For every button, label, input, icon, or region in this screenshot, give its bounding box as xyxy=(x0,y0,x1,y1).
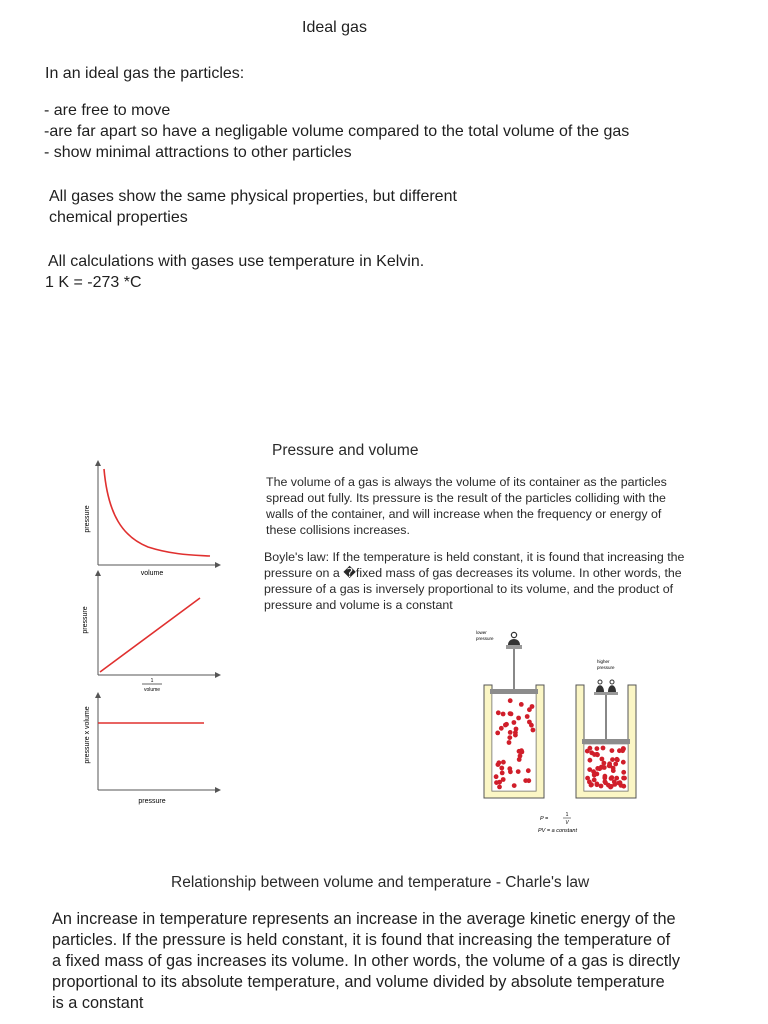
bullet-item: -are far apart so have a negligable volume compared to the total volume of the gas xyxy=(44,123,630,140)
high-pressure-container xyxy=(576,680,636,798)
gas-particle xyxy=(497,785,502,790)
gas-particle xyxy=(603,779,608,784)
gas-particle xyxy=(602,761,607,766)
properties-text: All gases show the same physical properties, but different xyxy=(49,188,457,205)
gas-particle xyxy=(621,746,626,751)
charles-paragraph: An increase in temperature represents an increase in the average kinetic energy of the particles. If the pressure is held constant, it is found that increasing the temperature of a fixed mass of gas increases its volume. In other words, the volume of a gas is directly proportional to its absolute temperature, and volume divided by absolute temperature is a constant xyxy=(52,910,681,1012)
gas-particle xyxy=(516,716,521,721)
properties-text: chemical properties xyxy=(49,209,188,226)
gas-particle xyxy=(513,733,518,738)
gas-particle xyxy=(526,768,531,773)
gas-particle xyxy=(512,783,517,788)
gas-particle xyxy=(518,754,523,759)
gas-particle xyxy=(615,757,620,762)
ylabel-pressure: pressure xyxy=(82,606,89,634)
section-heading: Pressure and volume xyxy=(272,442,419,459)
gas-particle xyxy=(501,712,506,717)
gas-particle xyxy=(494,780,499,785)
gas-particle xyxy=(595,772,600,777)
gas-particle xyxy=(621,784,626,789)
gas-particle xyxy=(496,710,501,715)
gas-particle xyxy=(588,758,593,763)
lower-pressure-label: pressure xyxy=(476,636,494,641)
xlabel-pressure: pressure xyxy=(138,798,166,805)
gas-particle xyxy=(519,702,524,707)
piston-diagram xyxy=(470,625,670,840)
xlabel-one: 1 xyxy=(150,678,154,684)
gas-particle xyxy=(519,748,524,753)
gas-particle xyxy=(508,698,513,703)
xlabel-volume: volume xyxy=(143,687,161,693)
gas-particle xyxy=(610,748,615,753)
gas-particle xyxy=(617,781,622,786)
gas-particle xyxy=(507,735,512,740)
ylabel-pressure: pressure xyxy=(84,505,91,533)
gas-particle xyxy=(525,714,530,719)
gas-particle xyxy=(495,731,500,736)
pressure-volume-paragraph: The volume of a gas is always the volume of its container as the particles spread out fully. Its pressure is the result of the particles colliding with the walls of the container, and will increase when the frequency or energy of these collisions increases. xyxy=(266,475,667,537)
gas-particle xyxy=(595,782,600,787)
gas-particle xyxy=(499,766,504,771)
gas-particle xyxy=(503,723,508,728)
higher-pressure-label: higher xyxy=(597,659,610,664)
gas-particle xyxy=(607,763,612,768)
gas-particle xyxy=(599,784,604,789)
gas-particle xyxy=(500,771,505,776)
charles-heading: Relationship between volume and temperature - Charle's law xyxy=(171,874,590,891)
gas-particle xyxy=(610,757,615,762)
gas-particle xyxy=(621,760,626,765)
boyles-law-graphs xyxy=(78,455,228,815)
gas-particle xyxy=(609,775,614,780)
gas-particle xyxy=(622,776,627,781)
formula-num: 1 xyxy=(565,812,569,818)
gas-particle xyxy=(592,778,597,783)
gas-particle xyxy=(501,777,506,782)
higher-pressure-label: pressure xyxy=(597,665,615,670)
gas-particle xyxy=(601,746,606,751)
gas-particle xyxy=(603,774,608,779)
page-title: Ideal gas xyxy=(302,19,367,36)
gas-particle xyxy=(595,746,600,751)
gas-particle xyxy=(496,762,501,767)
gas-particle xyxy=(501,760,506,765)
intro-text: In an ideal gas the particles: xyxy=(45,65,245,82)
gas-particle xyxy=(613,762,618,767)
bullet-item: - are free to move xyxy=(44,102,171,119)
formula-den: V xyxy=(565,820,569,826)
gas-particle xyxy=(600,757,605,762)
gas-particle xyxy=(614,776,619,781)
boyles-law-paragraph: Boyle's law: If the temperature is held constant, it is found that increasing the pressure on a �fixed mass of gas decreases its volume. In other words, the pressure of a gas is inversely proportional to its volume, and the product of pressure and volume is a constant xyxy=(264,550,685,612)
gas-particle xyxy=(494,774,499,779)
lower-pressure-label: lower xyxy=(476,630,487,635)
gas-particle xyxy=(530,704,535,709)
gas-particle xyxy=(588,746,593,751)
pressure-volume-graph xyxy=(84,463,218,577)
gas-particle xyxy=(509,712,514,717)
gas-particle xyxy=(529,723,534,728)
xlabel-volume: volume xyxy=(140,570,164,577)
gas-particle xyxy=(606,783,611,788)
gas-particle xyxy=(589,782,594,787)
formula-pv: PV = a constant xyxy=(538,828,577,834)
gas-particle xyxy=(621,770,626,775)
gas-particle xyxy=(512,720,517,725)
bullet-item: - show minimal attractions to other particles xyxy=(44,144,352,161)
gas-particle xyxy=(523,778,528,783)
pressure-inverse-volume-graph xyxy=(82,573,218,693)
gas-particle xyxy=(499,726,504,731)
formula-p: P = xyxy=(540,816,549,822)
kelvin-equation: 1 K = -273 *C xyxy=(45,274,142,291)
gas-particle xyxy=(516,769,521,774)
gas-particle xyxy=(599,765,604,770)
ylabel-pv: pressure x volume xyxy=(84,706,91,764)
gas-particle xyxy=(508,730,513,735)
low-pressure-container xyxy=(484,632,544,798)
gas-particle xyxy=(507,740,512,745)
gas-particle xyxy=(508,769,513,774)
gas-particle xyxy=(612,782,617,787)
gas-particle xyxy=(595,752,600,757)
pv-pressure-graph xyxy=(84,695,218,805)
gas-particle xyxy=(587,767,592,772)
gas-particle xyxy=(531,728,536,733)
kelvin-text: All calculations with gases use temperature in Kelvin. xyxy=(48,253,425,270)
